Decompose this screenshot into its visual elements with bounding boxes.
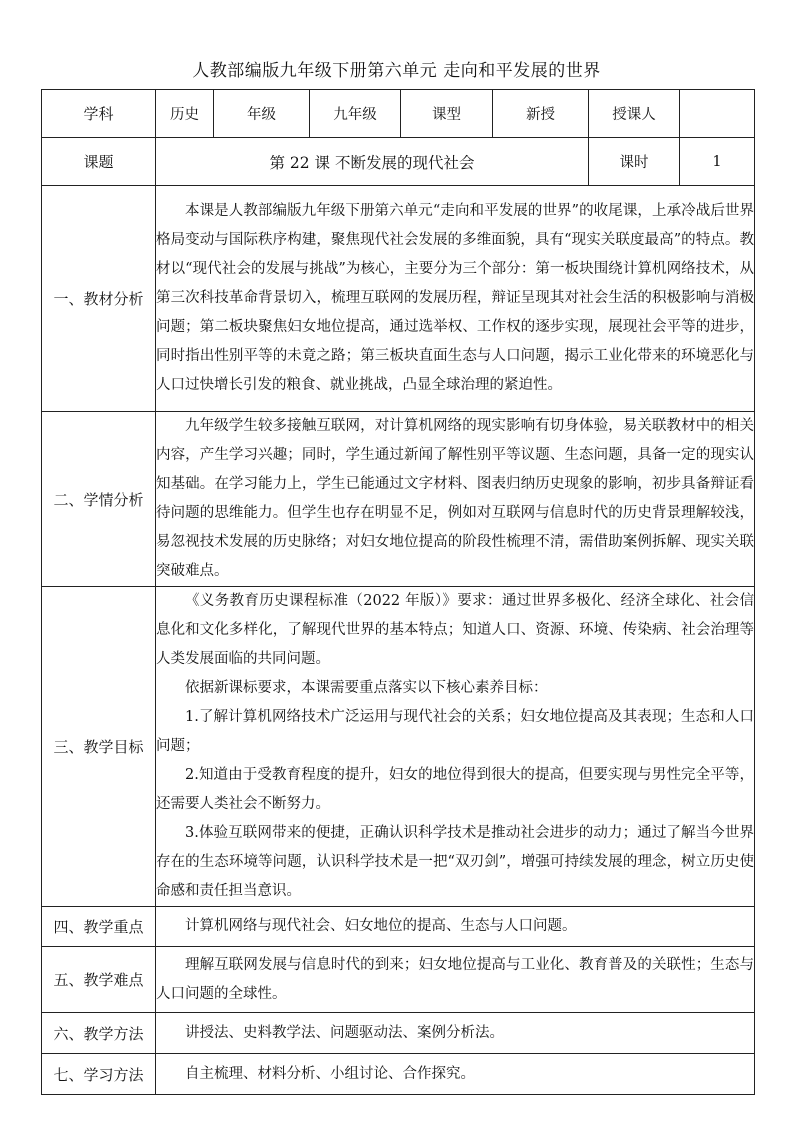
section-row-textbook-analysis [42,186,755,412]
section-paragraph: 理解互联网发展与信息时代的到来；妇女地位提高与工业化、教育普及的关联性；生态与人口问题的全球性。 [156,956,754,1002]
grade-label: 年级 [214,90,310,138]
section-row-key-points [42,907,755,947]
topic-label: 课题 [42,138,156,186]
topic-row [42,138,755,186]
section-label: 五、教学难点 [42,947,156,1013]
section-row-difficulties [42,947,755,1013]
section-content [156,947,755,1013]
lesson-plan-table [41,89,755,1095]
section-paragraph: 讲授法、史料教学法、问题驱动法、案例分析法。 [185,1024,504,1041]
section-paragraph: 本课是人教部编版九年级下册第六单元“走向和平发展的世界”的收尾课，上承冷战后世界格局变动与国际秩序构建，聚焦现代社会发展的多维面貌，具有“现实关联度最高”的特点。教材以“现代社会的发展与挑战”为核心，主要分为三个部分：第一板块围绕计算机网络技术，从第三次科技革命背景切入，梳理互联网的发展历程，辩证呈现其对社会生活的积极影响与消极问题；第二板块聚焦妇女地位提高，通过选举权、工作权的逐步实现，展现社会平等的进步，同时指出性别平等的未竟之路；第三板块直面生态与人口问题，揭示工业化带来的环境恶化与人口过快增长引发的粮食、就业挑战，凸显全球治理的紧迫性。 [156,203,754,393]
section-content [156,587,755,907]
section-label: 七、学习方法 [42,1054,156,1095]
section-paragraph: 九年级学生较多接触互联网，对计算机网络的现实影响有切身体验，易关联教材中的相关内容，产生学习兴趣；同时，学生通过新闻了解性别平等议题、生态问题，具备一定的现实认知基础。在学习能力上，学生已能通过文字材料、图表归纳历史现象的影响，初步具备辩证看待问题的思维能力。但学生也存在明显不足，例如对互联网与信息时代的历史背景理解较浅，易忽视技术发展的历史脉络；对妇女地位提高的阶段性梳理不清，需借助案例拆解、现实关联突破难点。 [156,418,754,579]
section-content [156,186,755,412]
section-paragraph: 计算机网络与现代社会、妇女地位的提高、生态与人口问题。 [185,918,577,934]
section-row-student-analysis [42,412,755,587]
section-content [156,1054,755,1095]
lesson-type-value: 新授 [493,90,589,138]
teacher-value [680,90,755,138]
section-label: 六、教学方法 [42,1013,156,1054]
section-paragraph: 2.知道由于受教育程度的提升，妇女的地位得到很大的提高，但要实现与男性完全平等，还需要人类社会不断努力。 [156,767,754,812]
section-row-learning-methods [42,1054,755,1095]
section-row-teaching-methods [42,1013,755,1054]
section-paragraph: 《义务教育历史课程标准（2022 年版）》要求：通过世界多极化、经济全球化、社会信息化和文化多样化，了解现代世界的基本特点；知道人口、资源、环境、传染病、社会治理等人类发展面临的共同问题。 [156,593,754,667]
section-label: 四、教学重点 [42,907,156,947]
grade-value: 九年级 [310,90,401,138]
header-row [42,90,755,138]
section-paragraph: 自主梳理、材料分析、小组讨论、合作探究。 [185,1065,475,1082]
section-label: 二、学情分析 [42,412,156,587]
document-title: 人教部编版九年级下册第六单元 走向和平发展的世界 [192,61,601,81]
subject-label: 学科 [42,90,156,138]
hours-value: 1 [680,138,755,186]
teacher-label: 授课人 [589,90,680,138]
section-row-teaching-objectives [42,587,755,907]
hours-label: 课时 [589,138,680,186]
subject-value: 历史 [156,90,214,138]
topic-value: 第 22 课 不断发展的现代社会 [156,138,589,186]
section-label: 三、教学目标 [42,587,156,907]
section-content [156,412,755,587]
section-paragraph: 1.了解计算机网络技术广泛运用与现代社会的关系；妇女地位提高及其表现；生态和人口问题； [156,709,754,754]
section-paragraph: 3.体验互联网带来的便捷，正确认识科学技术是推动社会进步的动力；通过了解当今世界存在的生态环境等问题，认识科学技术是一把“双刃剑”，增强可持续发展的理念，树立历史使命感和责任担当意识。 [156,825,754,899]
section-content [156,1013,755,1054]
section-label: 一、教材分析 [42,186,156,412]
section-content [156,907,755,947]
section-paragraph: 依据新课标要求，本课需要重点落实以下核心素养目标： [185,680,548,696]
lesson-type-label: 课型 [401,90,493,138]
